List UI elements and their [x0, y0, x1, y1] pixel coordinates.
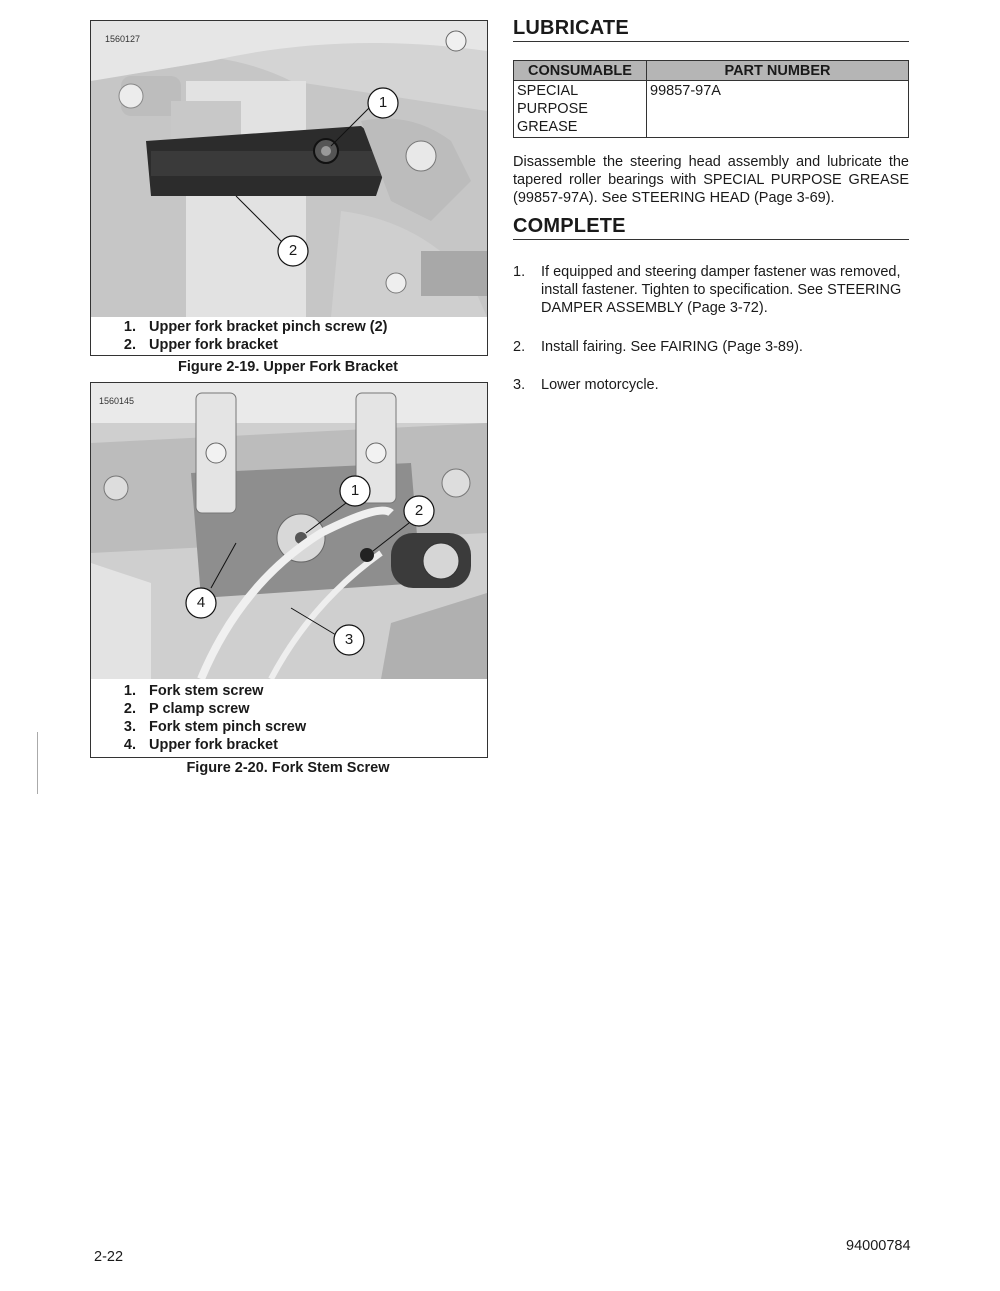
- callout-4: 4: [196, 594, 206, 611]
- legend-item: [91, 682, 487, 700]
- legend-text: Upper fork bracket pinch screw (2): [149, 319, 388, 335]
- step-number: 3.: [513, 377, 526, 393]
- figure-image-id: 1560127: [105, 34, 141, 44]
- legend-number: 3.: [123, 719, 136, 735]
- list-item: [513, 263, 909, 317]
- callout-2: 2: [414, 502, 424, 519]
- consumable-line: PURPOSE: [517, 101, 588, 117]
- figure-image-id: 1560145: [99, 396, 135, 406]
- figure-legend: [91, 318, 487, 354]
- legend-item: [91, 718, 487, 736]
- legend-number: 1.: [123, 683, 136, 699]
- list-item: [513, 338, 909, 356]
- legend-item: [91, 736, 487, 754]
- complete-heading: COMPLETE: [513, 215, 909, 240]
- consumable-line: SPECIAL: [517, 83, 579, 99]
- document-number: 94000784: [846, 1238, 911, 1254]
- legend-text: Upper fork bracket: [149, 737, 278, 753]
- page-number: 2-22: [94, 1249, 124, 1265]
- step-number: 2.: [513, 339, 526, 355]
- margin-rule: [37, 732, 38, 794]
- column-header-consumable: CONSUMABLE: [514, 61, 647, 81]
- legend-number: 1.: [123, 319, 136, 335]
- legend-text: Fork stem pinch screw: [149, 719, 307, 735]
- figure-caption: Figure 2-19. Upper Fork Bracket: [178, 359, 398, 375]
- figure-2-20-photo: [91, 383, 487, 679]
- callout-1: 1: [350, 482, 360, 499]
- legend-number: 2.: [123, 701, 136, 717]
- figure-2-20: [90, 382, 488, 758]
- consumable-line: GREASE: [517, 119, 578, 135]
- lubricate-paragraph: Disassemble the steering head assembly and lubricate the tapered roller bearings with SPECIAL PURPOSE GREASE (99857-97A). See STEERING HEAD (Page 3-69).: [513, 154, 909, 206]
- step-text: If equipped and steering damper fastener was removed, install fastener. Tighten to specification. See STEERING DAMPER ASSEMBLY (Page 3-72).: [541, 264, 902, 316]
- callout-2: 2: [288, 242, 298, 259]
- consumables-table: [513, 60, 909, 138]
- legend-item: [91, 318, 487, 336]
- legend-item: [91, 700, 487, 718]
- legend-text: P clamp screw: [149, 701, 250, 717]
- step-number: 1.: [513, 264, 526, 280]
- step-text: Install fairing. See FAIRING (Page 3-89).: [541, 339, 803, 355]
- figure-caption: Figure 2-20. Fork Stem Screw: [186, 760, 390, 776]
- column-header-part-number: PART NUMBER: [647, 61, 909, 81]
- figure-legend: [91, 682, 487, 754]
- figure-2-19-photo: [91, 21, 487, 317]
- callout-1: 1: [378, 94, 388, 111]
- part-number-cell: 99857-97A: [647, 81, 909, 138]
- callout-3: 3: [344, 631, 354, 648]
- table-header-row: [514, 61, 909, 81]
- legend-text: Upper fork bracket: [149, 337, 278, 353]
- legend-text: Fork stem screw: [149, 683, 264, 699]
- figure-2-19: [90, 20, 488, 356]
- legend-number: 4.: [123, 737, 136, 753]
- table-row: [514, 81, 909, 138]
- lubricate-heading: LUBRICATE: [513, 17, 909, 42]
- legend-item: [91, 336, 487, 354]
- list-item: [513, 376, 909, 394]
- step-text: Lower motorcycle.: [541, 377, 659, 393]
- legend-number: 2.: [123, 337, 136, 353]
- consumable-cell: [514, 81, 647, 138]
